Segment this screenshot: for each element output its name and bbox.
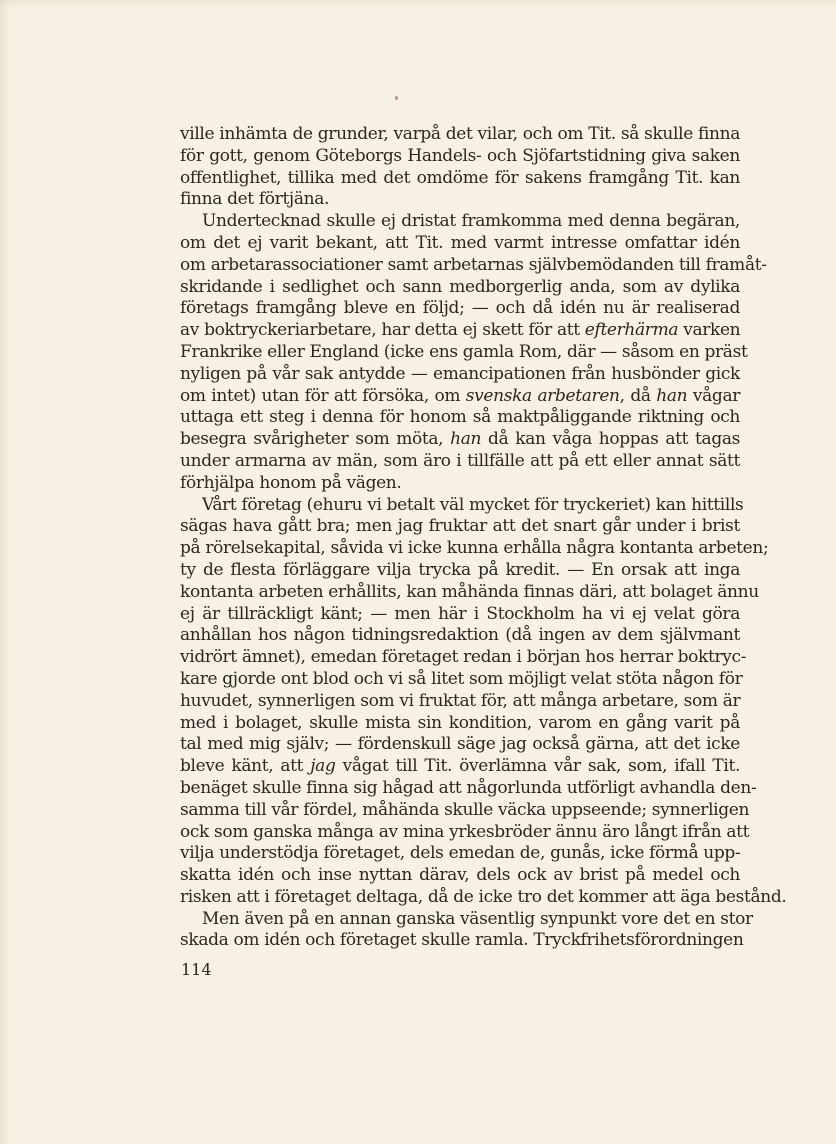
text-line: offentlighet, tillika med det omdöme för sakens framgång Tit. kan xyxy=(180,167,740,188)
text-line: kare gjorde ont blod och vi så litet som möjligt velat stöta någon för xyxy=(180,668,743,689)
text-line: om intet) utan för att försöka, om svenska arbetaren, då han vågar xyxy=(180,385,741,406)
text-line: finna det förtjäna. xyxy=(180,189,330,210)
paper-speck xyxy=(395,96,398,100)
text-line: av boktryckeriarbetare, har detta ej skett för att efterhärma varken xyxy=(180,320,741,341)
text-line: Frankrike eller England (icke ens gamla Rom, där — såsom en präst xyxy=(180,341,748,362)
text-line: om det ej varit bekant, att Tit. med varmt intresse omfattar idén xyxy=(180,232,740,253)
paragraph xyxy=(180,211,767,494)
text-line: för gott, genom Göteborgs Handels- och Sjöfartstidning giva saken xyxy=(180,145,740,166)
text-line: nyligen på vår sak antydde — emancipationen från husbönder gick xyxy=(180,363,740,384)
text-line: besegra svårigheter som möta, han då kan våga hoppas att tagas xyxy=(180,429,741,450)
text-line: anhållan hos någon tidningsredaktion (då ingen av dem självmant xyxy=(180,625,740,646)
text-line: förhjälpa honom på vägen. xyxy=(180,472,402,493)
text-line: uttaga ett steg i denna för honom så maktpåliggande riktning och xyxy=(180,407,740,428)
page-number: 114 xyxy=(181,960,212,979)
text-line: benäget skulle finna sig hågad att någorlunda utförligt avhandla den- xyxy=(180,777,757,798)
text-line: risken att i företaget deltaga, då de icke tro det kommer att äga bestånd. xyxy=(180,886,787,907)
text-line: företags framgång bleve en följd; — och då idén nu är realiserad xyxy=(180,298,740,319)
text-line: på rörelsekapital, såvida vi icke kunna erhålla några kontanta arbeten; xyxy=(180,538,769,559)
text-line: sägas hava gått bra; men jag fruktar att det snart går under i brist xyxy=(180,516,740,537)
text-line: ej är tillräckligt känt; — men här i Stockholm ha vi ej velat göra xyxy=(180,603,740,624)
text-line: ty de flesta förläggare vilja trycka på kredit. — En orsak att inga xyxy=(180,559,740,580)
text-line: vilja understödja företaget, dels emedan de, gunås, icke förmå upp- xyxy=(180,843,741,864)
text-line: samma till vår fördel, måhända skulle väcka uppseende; synnerligen xyxy=(180,799,750,820)
text-line: skatta idén och inse nyttan därav, dels ock av brist på medel och xyxy=(180,865,740,886)
text-line: skridande i sedlighet och sann medborgerlig anda, som av dylika xyxy=(180,276,740,297)
paragraph xyxy=(180,908,753,953)
text-line: med i bolaget, skulle mista sin kondition, varom en gång varit på xyxy=(180,712,740,733)
text-line: under armarna av män, som äro i tillfälle att på ett eller annat sätt xyxy=(180,450,740,471)
paragraph xyxy=(180,124,740,211)
text-line: bleve känt, att jag vågat till Tit. överlämna vår sak, som, ifall Tit. xyxy=(180,756,740,777)
text-line: ock som ganska många av mina yrkesbröder ännu äro långt ifrån att xyxy=(180,821,750,842)
text-line: tal med mig själv; — fördenskull säge jag också gärna, att det icke xyxy=(180,734,740,755)
text-line: skada om idén och företaget skulle ramla. Tryckfrihetsförordningen xyxy=(180,930,744,951)
text-line: Undertecknad skulle ej dristat framkomma med denna begäran, xyxy=(202,211,740,232)
text-line: ville inhämta de grunder, varpå det vilar, och om Tit. så skulle finna xyxy=(180,124,740,144)
text-line: Men även på en annan ganska väsentlig synpunkt vore det en stor xyxy=(202,908,753,929)
text-line: om arbetarassociationer samt arbetarnas självbemödanden till framåt- xyxy=(180,254,767,275)
paragraph xyxy=(180,494,787,909)
body-text xyxy=(180,124,787,952)
text-line: kontanta arbeten erhållits, kan måhända finnas däri, att bolaget ännu xyxy=(180,581,759,602)
text-line: Vårt företag (ehuru vi betalt väl mycket för tryckeriet) kan hittills xyxy=(202,494,744,515)
text-line: vidrört ämnet), emedan företaget redan i början hos herrar boktryc- xyxy=(180,647,747,668)
text-line: huvudet, synnerligen som vi fruktat för, att många arbetare, som är xyxy=(180,690,741,711)
